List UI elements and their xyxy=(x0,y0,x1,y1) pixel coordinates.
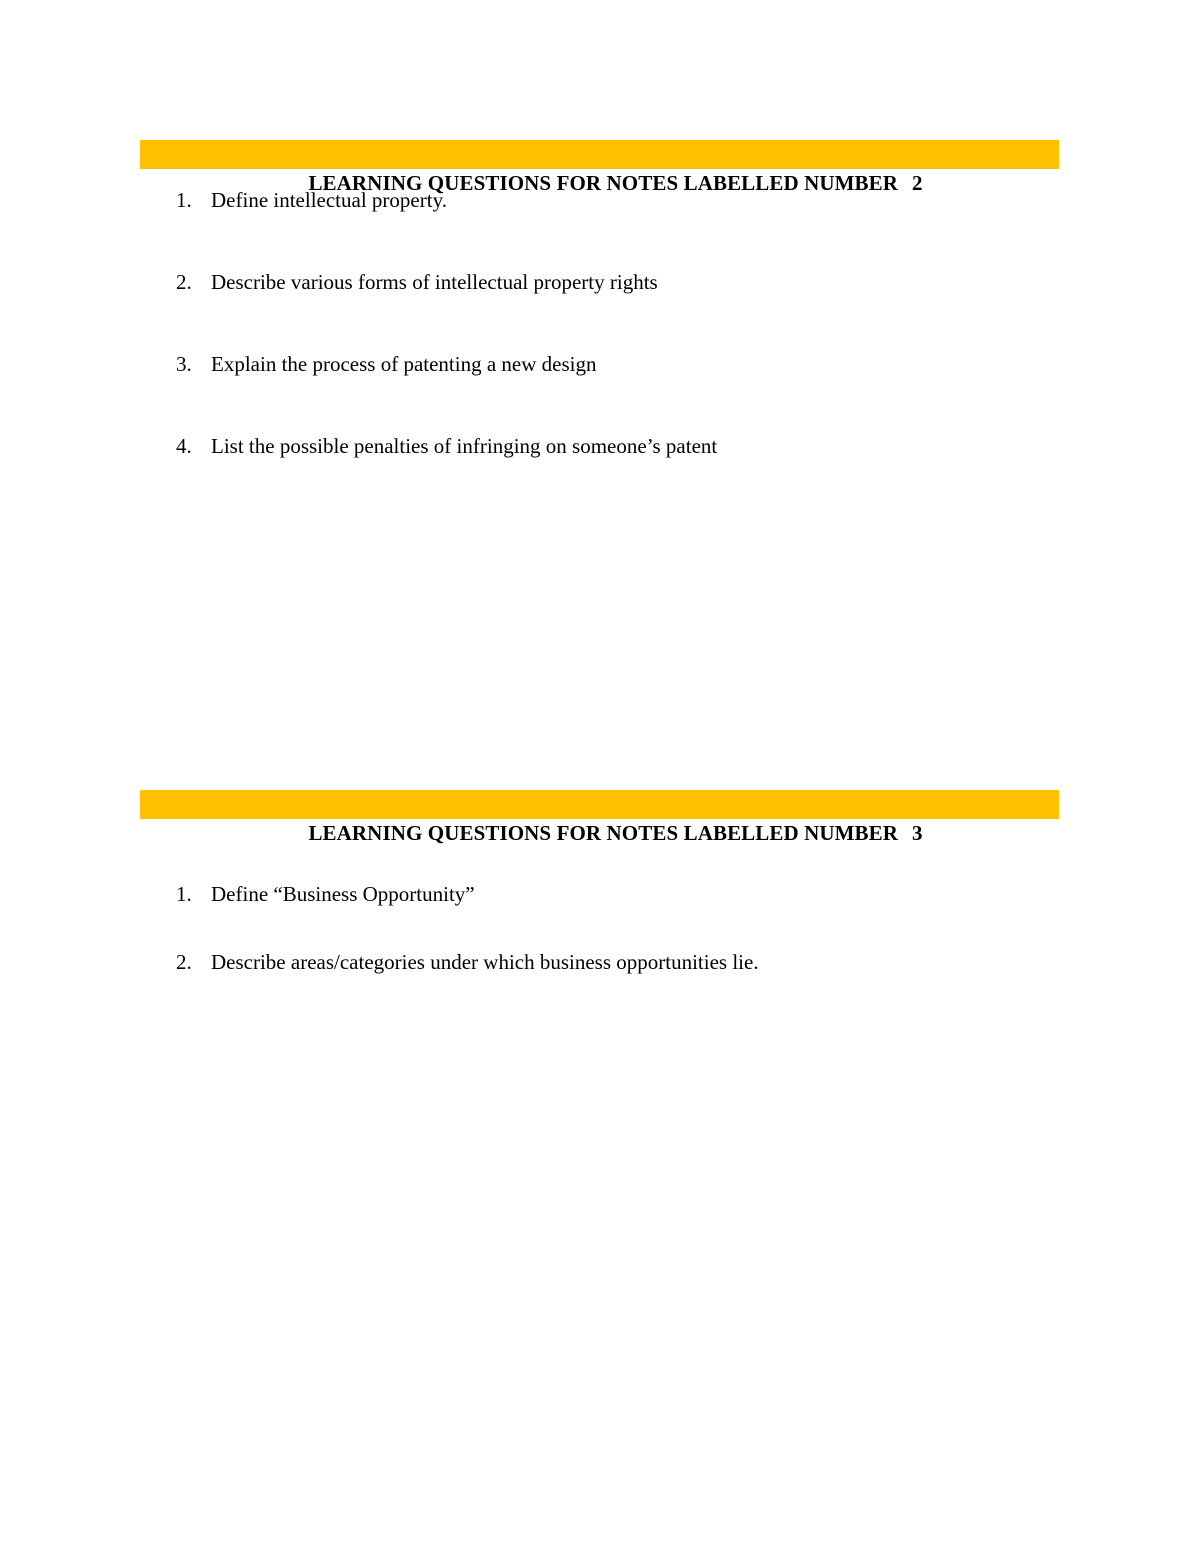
question-number: 2. xyxy=(176,950,192,974)
question-item xyxy=(140,950,1059,974)
question-text: Describe various forms of intellectual property rights xyxy=(211,270,658,294)
question-text: List the possible penalties of infringing on someone’s patent xyxy=(211,434,718,458)
question-text: Define “Business Opportunity” xyxy=(211,882,475,906)
question-item xyxy=(140,434,1059,458)
question-list xyxy=(140,188,1059,458)
learning-questions-section-3 xyxy=(140,790,1059,974)
section-heading-bar xyxy=(140,140,1059,195)
question-item xyxy=(140,188,1059,212)
question-item xyxy=(140,352,1059,376)
question-number: 4. xyxy=(176,434,192,458)
question-text: Describe areas/categories under which business opportunities lie. xyxy=(211,950,759,974)
question-list xyxy=(140,882,1059,974)
question-number: 3. xyxy=(176,352,192,376)
section-heading-text: LEARNING QUESTIONS FOR NOTES LABELLED NUMBER xyxy=(308,171,899,195)
section-heading-text: LEARNING QUESTIONS FOR NOTES LABELLED NUMBER xyxy=(308,821,899,845)
question-text: Define intellectual property. xyxy=(211,188,447,212)
question-item xyxy=(140,270,1059,294)
learning-questions-section-2 xyxy=(140,140,1059,458)
question-text: Explain the process of patenting a new design xyxy=(211,352,597,376)
section-heading-number: 2 xyxy=(912,171,923,195)
question-item xyxy=(140,882,1059,906)
section-heading-bar xyxy=(140,790,1059,845)
question-number: 1. xyxy=(176,882,192,906)
question-number: 2. xyxy=(176,270,192,294)
question-number: 1. xyxy=(176,188,192,212)
section-heading-number: 3 xyxy=(912,821,923,845)
